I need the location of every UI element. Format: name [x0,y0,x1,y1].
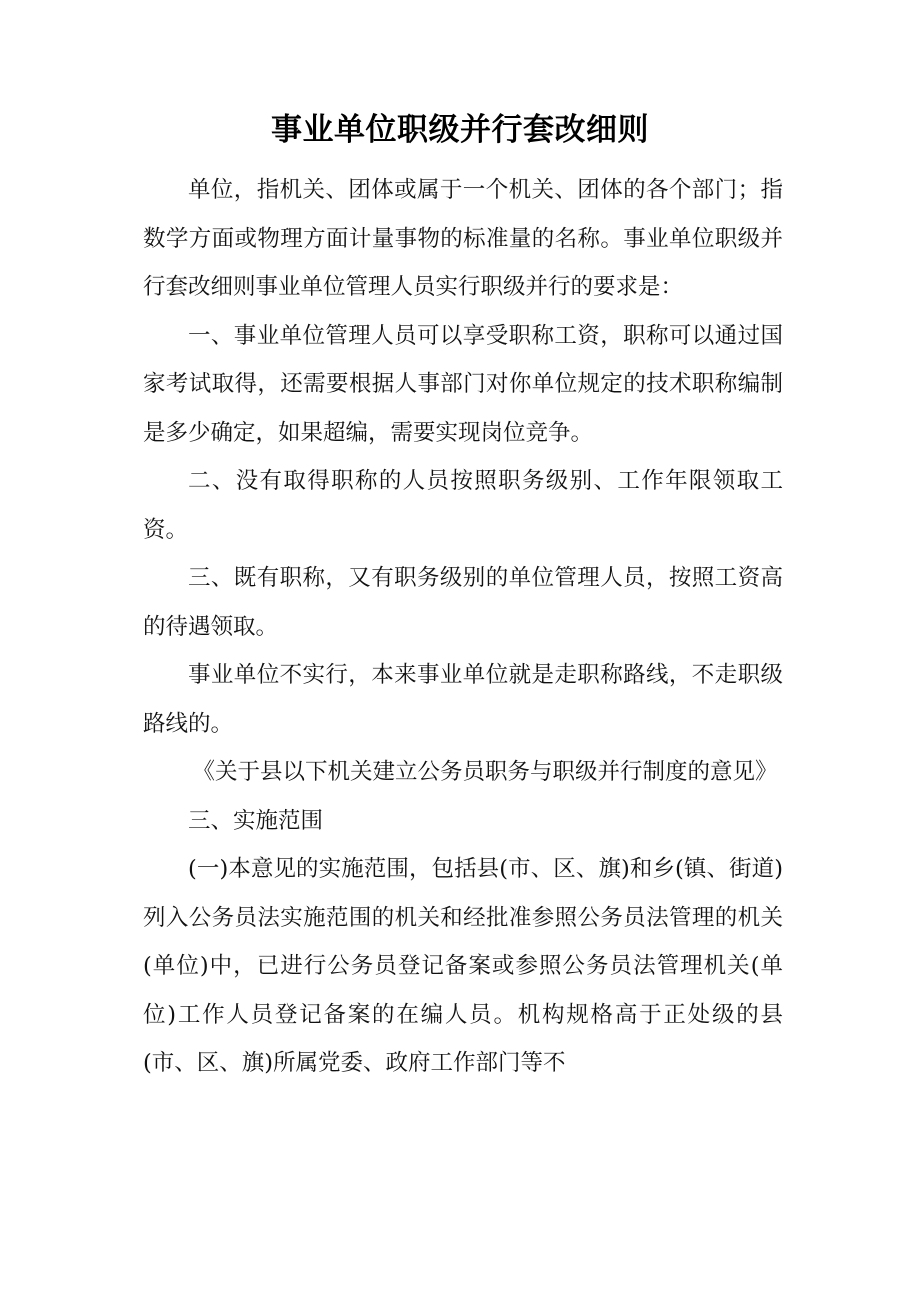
paragraph-scope-detail: (一)本意见的实施范围，包括县(市、区、旗)和乡(镇、街道)列入公务员法实施范围的机关和经批准参照公务员法管理的机关(单位)中，已进行公务员登记备案或参照公务员法管理机关(单位)工作人员登记备案的在编人员。机构规格高于正处级的县(市、区、旗)所属党委、政府工作部门等不 [143,856,783,1076]
section-heading-scope: 三、实施范围 [188,807,324,834]
paragraph-item-one: 一、事业单位管理人员可以享受职称工资，职称可以通过国家考试取得，还需要根据人事部门对你单位规定的技术职称编制是多少确定，如果超编，需要实现岗位竞争。 [143,322,783,446]
paragraph-item-three: 三、既有职称，又有职务级别的单位管理人员，按照工资高的待遇领取。 [143,565,783,640]
document-body [143,166,783,1088]
paragraph-definition: 单位，指机关、团体或属于一个机关、团体的各个部门；指数学方面或物理方面计量事物的标准量的名称。事业单位职级并行套改细则事业单位管理人员实行职级并行的要求是： [143,177,783,300]
paragraph-item-two: 二、没有取得职称的人员按照职务级别、工作年限领取工资。 [143,468,783,543]
paragraph-opinion-title: 《关于县以下机关建立公务员职务与职级并行制度的意见》 [192,759,778,785]
paragraph-not-applicable: 事业单位不实行，本来事业单位就是走职称路线，不走职级路线的。 [143,662,783,737]
document-title: 事业单位职级并行套改细则 [271,112,649,148]
